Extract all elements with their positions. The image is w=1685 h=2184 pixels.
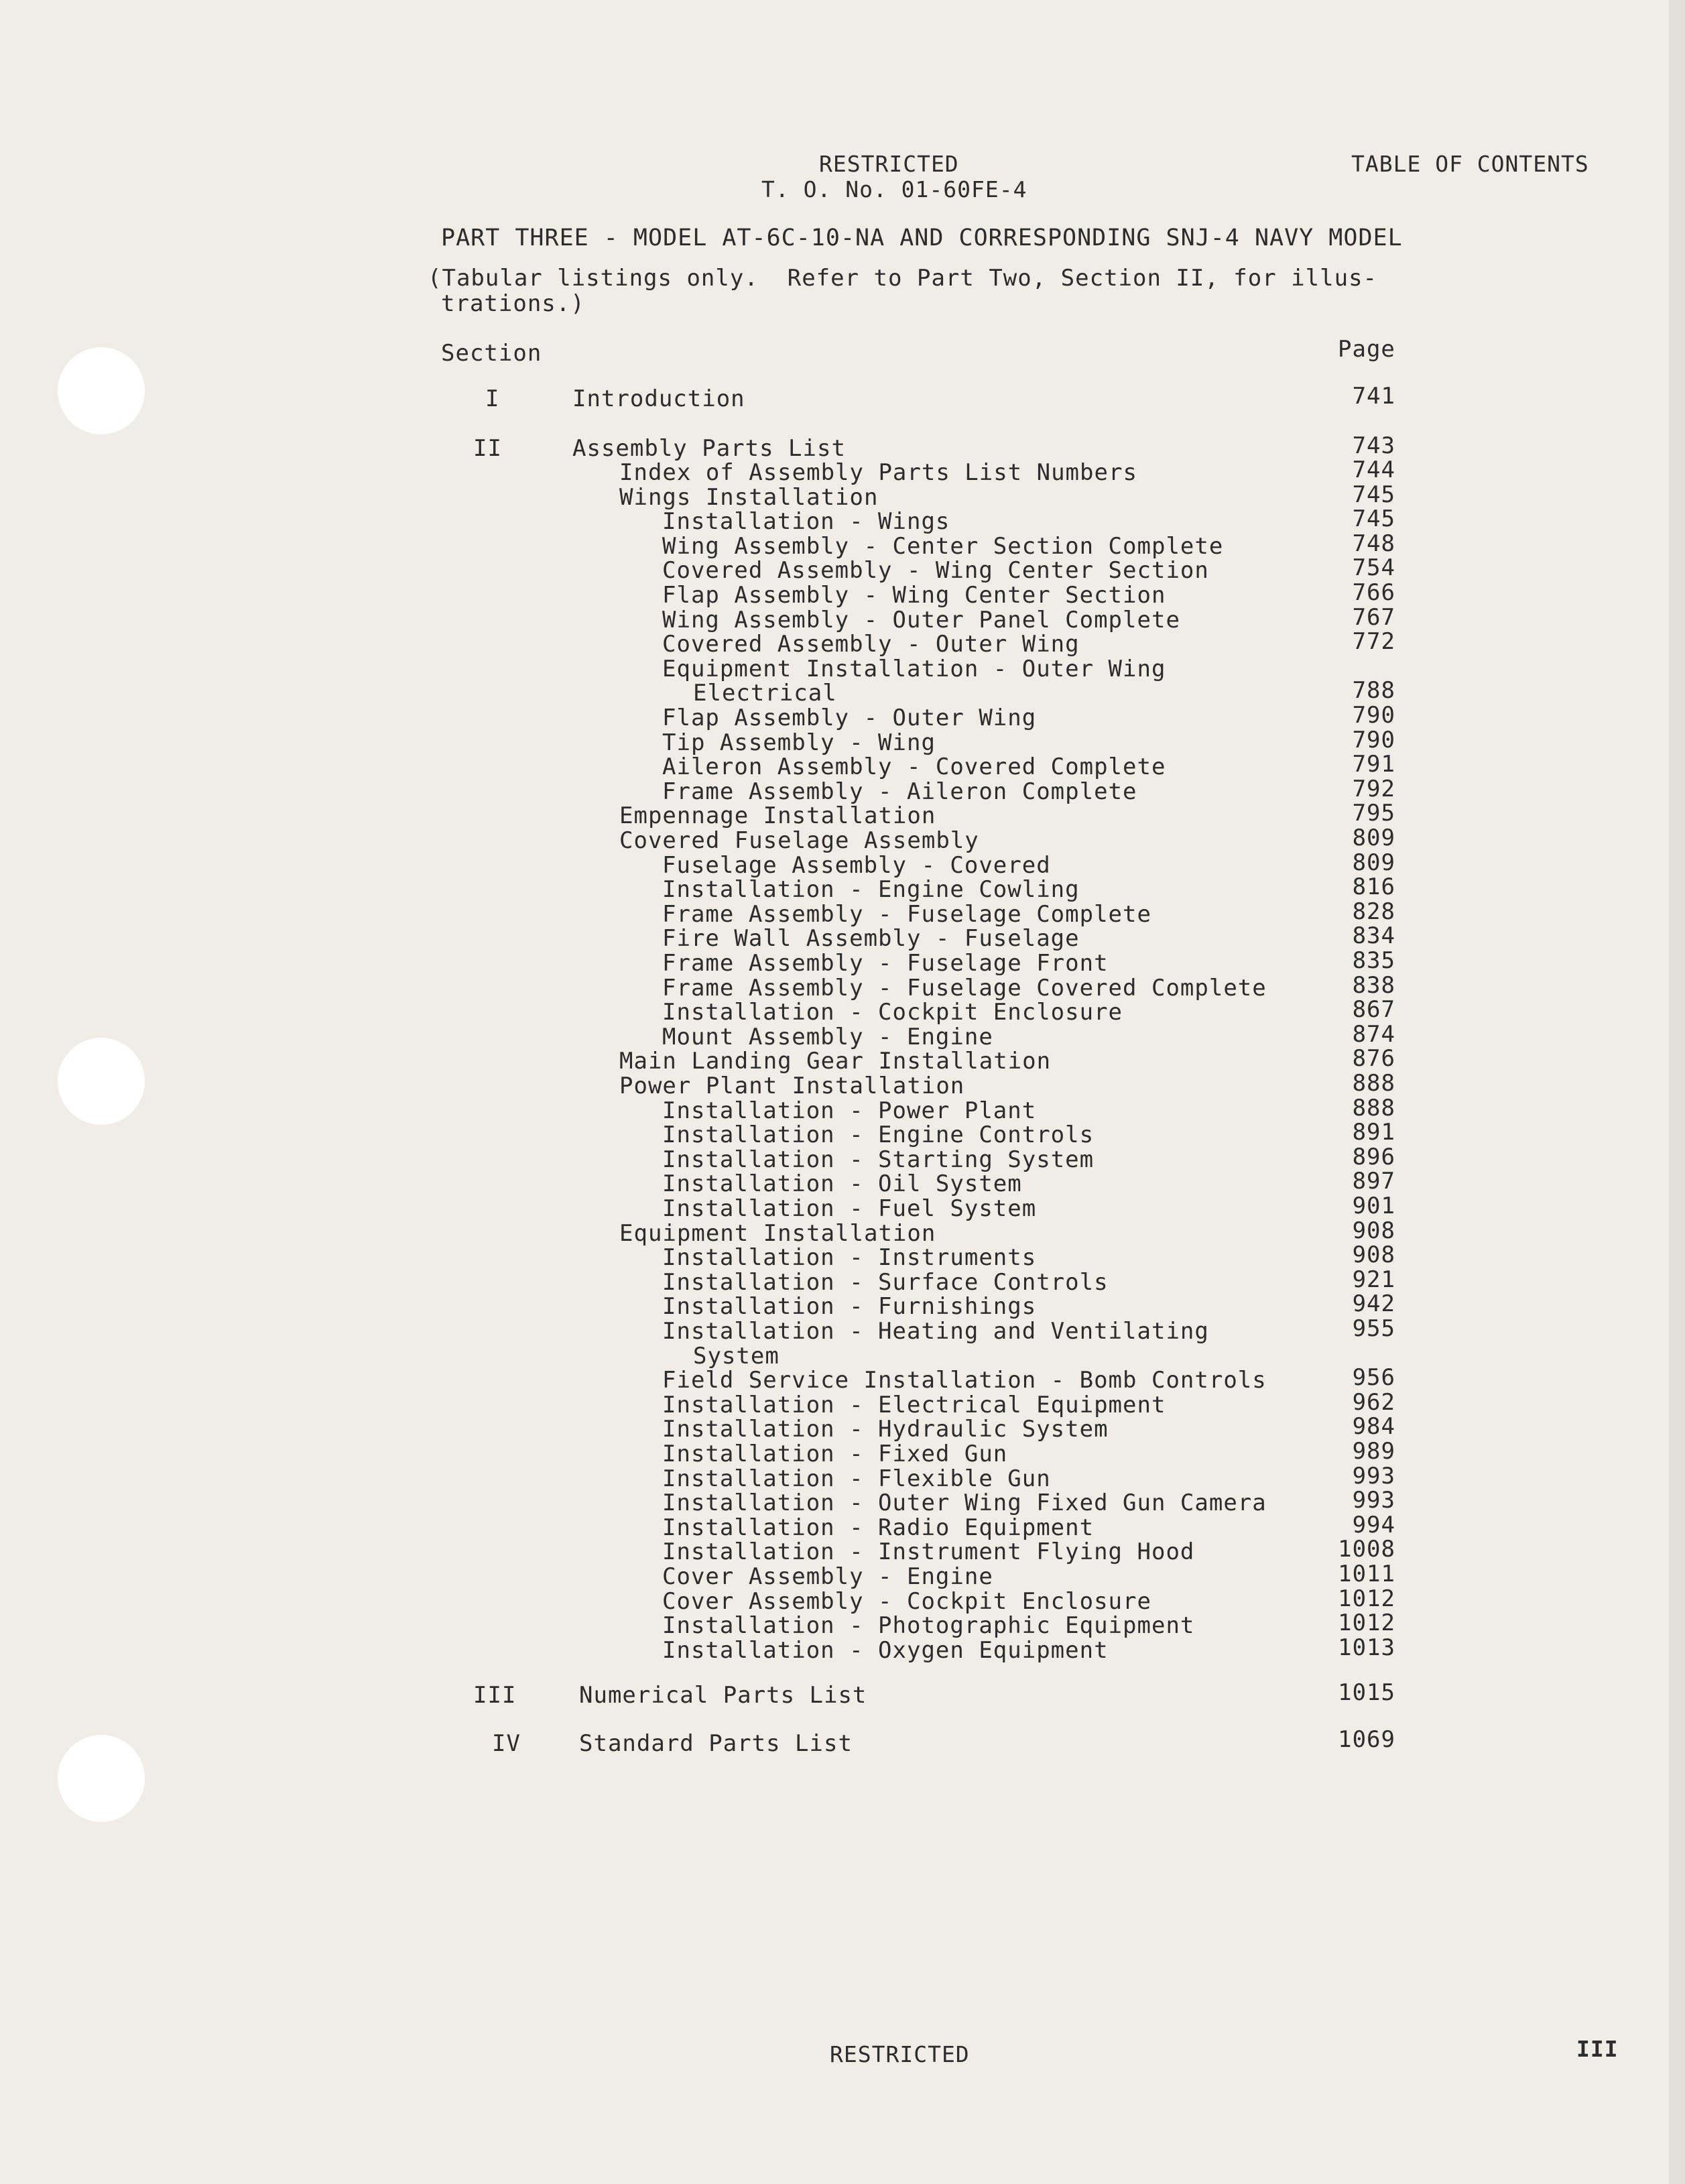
toc-entry-page: 754	[1352, 554, 1395, 581]
toc-entry-title: Fire Wall Assembly - Fuselage	[662, 925, 1080, 952]
toc-entry-title: Wing Assembly - Center Section Complete	[662, 533, 1224, 560]
toc-entry-title: Installation - Wings	[662, 508, 950, 535]
toc-entry-title: Flap Assembly - Wing Center Section	[662, 582, 1166, 609]
toc-entry-page: 993	[1352, 1463, 1395, 1490]
toc-entry-page: 993	[1352, 1487, 1395, 1514]
toc-entry-title: Equipment Installation	[619, 1220, 936, 1247]
toc-entry-title: Installation - Surface Controls	[662, 1269, 1109, 1296]
part-title: PART THREE - MODEL AT-6C-10-NA AND CORRESPONDING SNJ-4 NAVY MODEL	[441, 225, 1403, 251]
footer-page-number: III	[1576, 2036, 1619, 2062]
toc-entry-title: Installation - Starting System	[662, 1146, 1095, 1173]
toc-entry-title: Covered Fuselage Assembly	[619, 827, 979, 854]
toc-entry-page: 816	[1352, 873, 1395, 900]
note-line-2: trations.)	[441, 290, 585, 317]
toc-entry-title: Installation - Flexible Gun	[662, 1465, 1051, 1492]
toc-entry-title: Installation - Outer Wing Fixed Gun Camera	[662, 1490, 1267, 1516]
toc-entry-page: 1012	[1338, 1610, 1395, 1636]
toc-entry-title: Covered Assembly - Wing Center Section	[662, 557, 1209, 584]
toc-entry-page: 908	[1352, 1241, 1395, 1268]
toc-entry-page: 994	[1352, 1512, 1395, 1538]
note-line-1: (Tabular listings only. Refer to Part Two, Section II, for illus-	[428, 265, 1378, 292]
section-page: 741	[1352, 383, 1395, 410]
toc-entry-title: Aileron Assembly - Covered Complete	[662, 753, 1166, 780]
section-title: Standard Parts List	[579, 1730, 853, 1757]
toc-entry-title: Mount Assembly - Engine	[662, 1024, 993, 1050]
toc-entry-title: Tip Assembly - Wing	[662, 729, 936, 756]
toc-entry-title: Installation - Electrical Equipment	[662, 1392, 1166, 1418]
toc-entry-page: 766	[1352, 579, 1395, 606]
toc-entry-title: Installation - Engine Controls	[662, 1121, 1095, 1148]
toc-entry-page: 867	[1352, 996, 1395, 1023]
toc-entry-title: Installation - Heating and Ventilating	[662, 1318, 1209, 1345]
toc-entry-title: Installation - Instruments	[662, 1244, 1037, 1271]
section-title: Introduction	[572, 385, 745, 412]
header-classification: RESTRICTED	[819, 151, 959, 177]
toc-entry-page: 888	[1352, 1070, 1395, 1097]
page-column-header: Page	[1338, 336, 1395, 363]
toc-entry-page: 989	[1352, 1438, 1395, 1465]
toc-entry-page: 955	[1352, 1315, 1395, 1342]
toc-entry-title: Installation - Radio Equipment	[662, 1514, 1095, 1541]
section-page: 1069	[1338, 1726, 1395, 1753]
toc-entry-page: 962	[1352, 1389, 1395, 1416]
toc-entry-title: Frame Assembly - Fuselage Covered Complete	[662, 975, 1267, 1002]
toc-entry-page: 772	[1352, 628, 1395, 655]
toc-entry-page: 788	[1352, 677, 1395, 704]
toc-entry-title: Power Plant Installation	[619, 1073, 965, 1099]
toc-entry-page: 745	[1352, 505, 1395, 532]
page-edge	[1669, 0, 1685, 2184]
punch-hole	[58, 1735, 145, 1822]
punch-hole	[58, 347, 145, 434]
toc-entry-title: Installation - Furnishings	[662, 1293, 1037, 1320]
toc-entry-page: 809	[1352, 825, 1395, 851]
toc-entry-title: Flap Assembly - Outer Wing	[662, 705, 1037, 731]
toc-entry-page: 921	[1352, 1266, 1395, 1293]
toc-entry-title: Wings Installation	[619, 484, 879, 511]
toc-entry-page: 1008	[1338, 1536, 1395, 1563]
toc-entry-title: Covered Assembly - Outer Wing	[662, 631, 1080, 658]
toc-entry-title: Installation - Cockpit Enclosure	[662, 999, 1123, 1026]
toc-entry-page: 748	[1352, 530, 1395, 557]
section-page: 743	[1352, 432, 1395, 459]
toc-entry-title: Empennage Installation	[619, 802, 936, 829]
toc-entry-title: System	[693, 1343, 779, 1370]
toc-entry-page: 956	[1352, 1364, 1395, 1391]
toc-entry-page: 745	[1352, 481, 1395, 508]
toc-entry-page: 876	[1352, 1045, 1395, 1072]
toc-entry-title: Frame Assembly - Aileron Complete	[662, 778, 1137, 805]
toc-entry-title: Installation - Fixed Gun	[662, 1441, 1008, 1467]
toc-entry-title: Installation - Engine Cowling	[662, 876, 1080, 903]
toc-entry-title: Index of Assembly Parts List Numbers	[619, 459, 1137, 486]
section-numeral: I	[485, 385, 500, 412]
toc-entry-page: 834	[1352, 922, 1395, 949]
toc-entry-title: Equipment Installation - Outer Wing	[662, 656, 1166, 682]
section-column-header: Section	[441, 340, 542, 367]
toc-entry-title: Cover Assembly - Engine	[662, 1563, 993, 1590]
toc-entry-page: 838	[1352, 972, 1395, 999]
toc-entry-title: Installation - Oil System	[662, 1170, 1022, 1197]
toc-entry-title: Installation - Fuel System	[662, 1195, 1037, 1222]
section-page: 1015	[1338, 1679, 1395, 1706]
toc-entry-title: Field Service Installation - Bomb Controls	[662, 1367, 1267, 1394]
toc-entry-title: Main Landing Gear Installation	[619, 1048, 1052, 1075]
footer-classification: RESTRICTED	[830, 2041, 970, 2067]
toc-entry-page: 835	[1352, 947, 1395, 974]
section-numeral: II	[473, 435, 502, 462]
toc-entry-page: 792	[1352, 776, 1395, 802]
toc-entry-page: 984	[1352, 1413, 1395, 1440]
toc-entry-page: 901	[1352, 1193, 1395, 1219]
toc-entry-title: Installation - Oxygen Equipment	[662, 1637, 1109, 1664]
toc-entry-page: 744	[1352, 457, 1395, 483]
header-right-title: TABLE OF CONTENTS	[1351, 151, 1589, 177]
toc-entry-title: Installation - Hydraulic System	[662, 1416, 1109, 1443]
toc-entry-page: 942	[1352, 1290, 1395, 1317]
toc-entry-page: 767	[1352, 604, 1395, 631]
section-title: Numerical Parts List	[579, 1682, 867, 1709]
toc-entry-page: 896	[1352, 1144, 1395, 1170]
toc-entry-page: 908	[1352, 1217, 1395, 1244]
toc-entry-title: Frame Assembly - Fuselage Front	[662, 950, 1109, 977]
toc-entry-title: Fuselage Assembly - Covered	[662, 852, 1051, 879]
toc-entry-title: Installation - Photographic Equipment	[662, 1612, 1195, 1639]
toc-entry-page: 791	[1352, 751, 1395, 778]
toc-entry-page: 1013	[1338, 1634, 1395, 1661]
doc-number: T. O. No. 01-60FE-4	[761, 176, 1027, 202]
section-title: Assembly Parts List	[572, 435, 846, 462]
toc-entry-page: 874	[1352, 1021, 1395, 1048]
toc-entry-title: Cover Assembly - Cockpit Enclosure	[662, 1588, 1151, 1615]
toc-entry-title: Frame Assembly - Fuselage Complete	[662, 901, 1151, 928]
toc-entry-page: 828	[1352, 898, 1395, 925]
toc-entry-title: Electrical	[693, 680, 837, 707]
toc-entry-page: 888	[1352, 1095, 1395, 1121]
toc-entry-title: Installation - Instrument Flying Hood	[662, 1538, 1195, 1565]
punch-hole	[58, 1038, 145, 1125]
toc-entry-page: 795	[1352, 800, 1395, 827]
section-numeral: IV	[492, 1730, 521, 1757]
section-numeral: III	[473, 1682, 517, 1709]
toc-entry-page: 809	[1352, 849, 1395, 876]
toc-entry-page: 897	[1352, 1168, 1395, 1195]
toc-entry-title: Installation - Power Plant	[662, 1097, 1037, 1124]
toc-entry-page: 891	[1352, 1119, 1395, 1146]
toc-entry-page: 790	[1352, 727, 1395, 753]
toc-entry-page: 1011	[1338, 1561, 1395, 1587]
toc-entry-title: Wing Assembly - Outer Panel Complete	[662, 607, 1180, 633]
toc-entry-page: 1012	[1338, 1585, 1395, 1612]
toc-entry-page: 790	[1352, 702, 1395, 729]
